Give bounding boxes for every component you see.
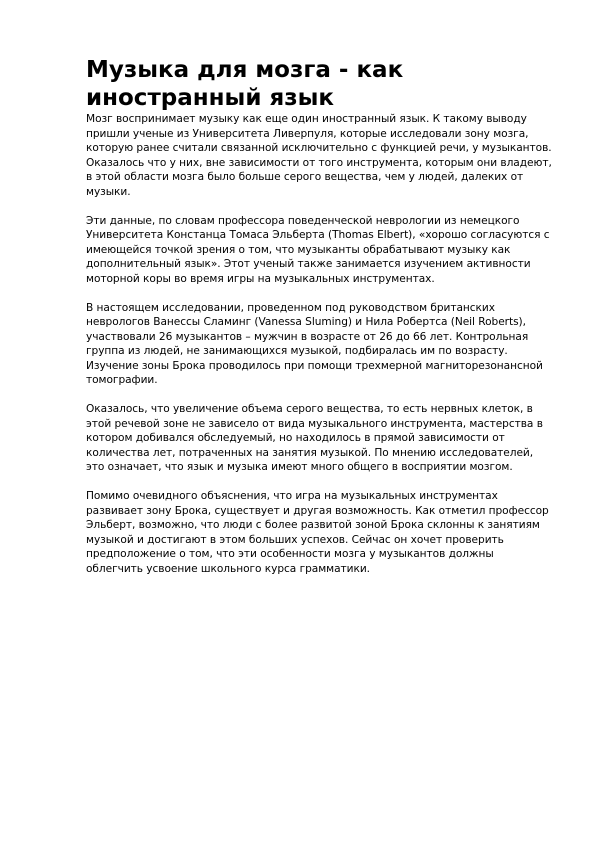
paragraph-2: Эти данные, по словам профессора поведенческой неврологии из немецкого Университета Констанца Томаса Эльберта (Thomas Elbert), «хорошо согласуются с имеющейся точкой зрения о том, что музыканты обрабатывают музыку как дополнительный язык». Этот ученый также занимается изучением активности моторной коры во время игры на музыкальных инструментах. xyxy=(86,214,550,285)
paragraph-3: В настоящем исследовании, проведенном под руководством британских неврологов Ванессы Сламинг (Vanessa Sluming) и Нила Робертса (Neil Roberts), участвовали 26 музыкантов – мужчин в возрасте от 26 до 66 лет. Контрольная группа из людей, не занимающихся музыкой, подбиралась им по возрасту. Изучение зоны Брока проводилось при помощи трехмерной магниторезонансной томографии. xyxy=(86,301,543,386)
paragraph-1: Мозг воспринимает музыку как еще один иностранный язык. К такому выводу пришли ученые из Университета Ливерпуля, которые исследовали зону мозга, которую ранее считали связанной исключительно с функцией речи, у музыкантов. Оказалось что у них, вне зависимости от того инструмента, которым они владеют, в этой области мозга было больше серого вещества, чем у людей, далеких от музыки. xyxy=(86,113,552,198)
paragraph-4: Оказалось, что увеличение объема серого вещества, то есть нервных клеток, в этой речевой зоне не зависело от вида музыкального инструмента, мастерства в котором добивался обследуемый, но находилось в прямой зависимости от количества лет, потраченных на занятия музыкой. По мнению исследователей, это означает, что язык и музыка имеют много общего в восприятии мозгом. xyxy=(86,403,543,473)
article-title: Музыка для мозга - как иностранный язык xyxy=(86,57,404,111)
paragraph-5: Помимо очевидного объяснения, что игра на музыкальных инструментах развивает зону Брока, существует и другая возможность. Как отметил профессор Эльберт, возможно, что люди с более развитой зоной Брока склонны к занятиям музыкой и достигают в этом больших успехов. Сейчас он хочет проверить предположение о том, что эти особенности мозга у музыкантов должны облегчить усвоение школьного курса грамматики. xyxy=(86,490,549,575)
document-page xyxy=(86,56,552,591)
